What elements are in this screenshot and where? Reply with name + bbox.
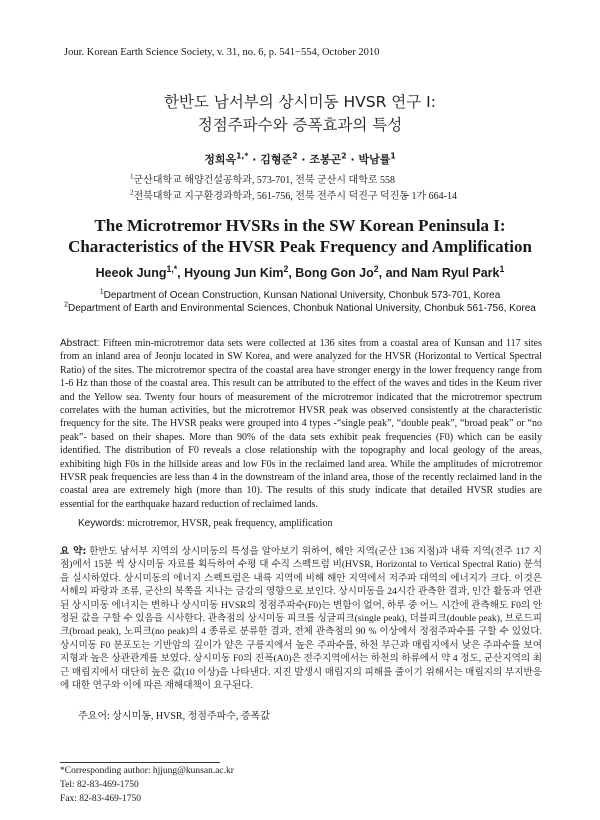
fax: Fax: 82-83-469-1750 (60, 794, 142, 804)
abstract-label: Abstract: (60, 338, 100, 349)
telephone: Tel: 82-83-469-1750 (60, 780, 139, 790)
author-name: 조봉곤 (309, 153, 342, 166)
keywords-label: Keywords: (78, 518, 125, 529)
author-name: Bong Gon Jo (295, 266, 374, 280)
korean-abstract-body: 한반도 남서부 지역의 상시미동의 특성을 알아보기 위하여, 해안 지역(군산 136 지점)과 내륙 지역(전주 117 지점)에서 15분 씩 상시미동 자료를 획득하여 수평 대 수직 스펙트럼 비(HVSR, Horizontal to Vertical Spectral Ratio) 분석을 실시하였다. 상시미동의 에너지 스펙트럼은 내륙 지역에 비해 해안 지역에서 저주파 대역의 에너지가 크다. 이것은 서해의 파랑과 조류, 군산의 북쪽을 지나는 금강의 영향으로 보인다. 상시미동을 24시간 관측한 결과, 인간 활동과 연관된 상시미동 에너지는 변하나 상시미동 HVSR의 정점주파수(F0)는 변함이 없어, 하루 중 어느 시간에 관측해도 F0의 안정된 값을 구할 수 있음을 시사한다. 관측점의 상시미동 피크를 싱글피크(single peak), 더블피크(double peak), 브로드피크(broad peak), 노피크(no peak)의 4 종류로 분류한 결과, 전체 관측점의 90 % 이상에서 정점주파수를 구할 수 있었다. 상시미동 F0 분포도는 기반암의 깊이가 얕은 구릉지에서 높은 주파수를, 하천 부근과 매립지에서 낮은 주파수를 보여 지형과 높은 상관관계를 보였다. 상시미동 F0의 진폭(A0)은 전주지역에서는 하천의 하류에서 약 4 정도, 군산지역의 최근 매립지에서 대단히 높은 값(10 이상)을 나타낸다. 지진 발생시 매립지의 피해를 줄이기 위해서는 매립지의 부지반응에 대한 연구와 이에 따른 재해대책이 요구된다. (60, 546, 543, 692)
author-name: Hyoung Jun Kim (184, 266, 284, 280)
keywords (78, 518, 332, 529)
abstract-body: Fifteen min-microtremor data sets were collected at 136 sites from a coastal area of Kunsan and 117 sites from an inland area of Jeonju located in SW Korea, and were analyzed for the HVSR (Horizontal to Vertical Spectral Ratio) of the sites. The microtremor spectra of the coastal area have stronger energy in the lower frequency range from 1-6 Hz than those of the coastal area. This result can be attributed to the effect of the waves and tides in the Keum river and the Yellow sea. Twenty four hours of measurement of the microtremor indicated that the microtremor spectrum correlates with the human activities, but the microtremor HVSR peak was observed consistently at the characteristic frequency for the site. The HVSR peaks were grouped into 4 types -“single peak”, “double peak”, “broad peak” or “no peak”- based on their shapes. More than 90% of the data sets exhibit peak frequencies (F0) which can be easily identified. The distribution of F0 reveals a close relationship with the topography and local geology of the areas, exhibiting high F0s in the hillside areas and low F0s in the reclaimed land area. While the amplitudes of microtremor HVSR peak frequencies are less than 4 in the downstream of the inland area, those of the recently reclaimed land in the coastal area are extremely high (more than 10). The results of this study indicate that detailed HVSR studies are essential for the earthquake hazard reduction of reclaimed lands. (60, 338, 543, 510)
author-marker: 1 (390, 151, 396, 161)
keywords-text: microtremor, HVSR, peak frequency, amplification (127, 518, 333, 529)
author-name: 박남률 (358, 153, 391, 166)
author-marker: 2 (341, 151, 347, 161)
corresponding-author: *Corresponding author: hjjung@kunsan.ac.kr (60, 766, 234, 776)
author-name: Heeok Jung (95, 266, 167, 280)
korean-authors: 정희옥$^{1,*}$ · 김형준$^2$ · 조봉곤$^2$ · 박남률$^1$ (204, 151, 396, 166)
english-authors: Heeok Jung$^{1,*}$, Hyoung Jun Kim$^2$, Bong Gon Jo$^2$, and Nam Ryul Park$^1$ (95, 263, 505, 280)
english-affiliation-1: $^1$Department of Ocean Construction, Kunsan National University, Chonbuk 573-701, Korea (99, 288, 501, 301)
author-marker: 2 (373, 263, 379, 274)
korean-title-line-1: 한반도 남서부의 상시미동 HVSR 연구 I: (164, 93, 436, 111)
korean-keywords-label: 주요어: (78, 711, 110, 722)
author-name: 김형준 (260, 153, 293, 166)
english-abstract (60, 337, 542, 511)
author-marker: 1,* (236, 151, 249, 161)
author-name: and Nam Ryul Park (385, 266, 500, 280)
english-title-line-2: Characteristics of the HVSR Peak Frequency and Amplification (68, 237, 532, 256)
korean-affiliation-2: $^2$전북대학교 지구환경과학과, 561-756, 전북 전주시 덕진구 덕진동 1가 664-14 (130, 188, 457, 202)
author-marker: 1 (499, 263, 505, 274)
korean-title-line-2: 정점주파수와 증폭효과의 특성 (197, 116, 403, 134)
korean-abstract-label: 요 약: (60, 546, 87, 557)
journal-citation: Jour. Korean Earth Science Society, v. 31, no. 6, p. 541−554, October 2010 (64, 47, 380, 58)
author-marker: 2 (292, 151, 298, 161)
author-name: 정희옥 (204, 153, 237, 166)
korean-affiliation-1: $^1$군산대학교 해양건설공학과, 573-701, 전북 군산시 대학로 558 (130, 172, 396, 186)
english-affiliation-2: $^2$Department of Earth and Environmental Sciences, Chonbuk National University, Chonbuk 561-756, Korea (64, 301, 536, 314)
footnote-divider (60, 762, 220, 763)
author-marker: 1,* (166, 263, 178, 274)
korean-abstract (60, 545, 542, 692)
english-title-line-1: The Microtremor HVSRs in the SW Korean Peninsula I: (94, 216, 506, 235)
author-marker: 2 (283, 263, 289, 274)
korean-keywords (78, 707, 270, 722)
korean-keywords-text: 상시미동, HVSR, 정점주파수, 증폭값 (112, 711, 270, 722)
